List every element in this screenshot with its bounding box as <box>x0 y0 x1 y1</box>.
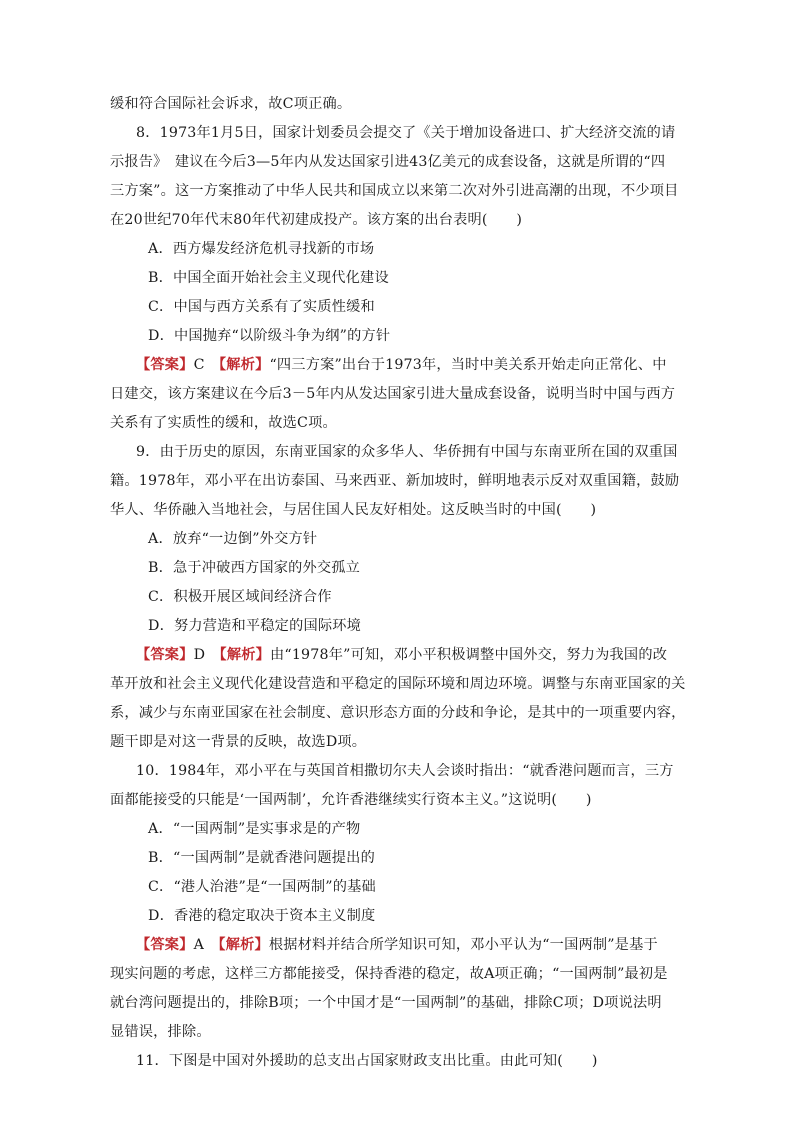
answer-value: D <box>193 647 206 663</box>
question-10-option-c: C．“港人治港”是“一国两制”的基础 <box>148 879 376 895</box>
analysis-tag: 【解析】 <box>219 357 270 373</box>
answer-tag: 【答案】 <box>136 647 194 663</box>
question-9-stem-line: 华人、华侨融入当地社会，与居住国人民友好相处。这反映当时的中国( ) <box>110 502 597 518</box>
question-8-option-d: D．中国抛弃“以阶级斗争为纲”的方针 <box>148 328 391 344</box>
question-10-option-d: D．香港的稳定取决于资本主义制度 <box>148 908 376 924</box>
question-8-analysis-line: 关系有了实质性的缓和，故选C项。 <box>110 415 337 431</box>
question-9-analysis-line: 革开放和社会主义现代化建设营造和平稳定的国际环境和周边环境。调整与东南亚国家的关 <box>110 676 686 692</box>
question-8-stem-line: 在20世纪70年代末80年代初建成投产。该方案的出台表明( ) <box>110 212 523 228</box>
question-10-option-a: A．“一国两制”是实事求是的产物 <box>148 821 361 837</box>
analysis-tag: 【解析】 <box>219 647 270 663</box>
question-8-analysis-line: 日建交，该方案建议在今后3－5年内从发达国家引进大量成套设备，说明当时中国与西方 <box>110 386 676 402</box>
question-10-stem-line: 面都能接受的只能是‘一国两制’，允许香港继续实行资本主义。”这说明( ) <box>110 792 592 808</box>
question-9-option-a: A．放弃“一边倒”外交方针 <box>148 531 318 547</box>
question-9-analysis-line: 题干即是对这一背景的反映，故选D项。 <box>110 734 367 750</box>
question-9-stem-line: 9．由于历史的原因，东南亚国家的众多华人、华侨拥有中国与东南亚所在国的双重国 <box>136 444 678 460</box>
question-10-option-b: B．“一国两制”是就香港问题提出的 <box>148 850 375 866</box>
question-9-option-c: C．积极开展区域间经济合作 <box>148 589 332 605</box>
question-9-option-d: D．努力营造和平稳定的国际环境 <box>148 618 362 634</box>
question-8-stem-line: 三方案”。这一方案推动了中华人民共和国成立以来第二次对外引进高潮的出现，不少项目 <box>110 183 679 199</box>
answer-value: A <box>193 937 205 953</box>
question-9-answer-line <box>136 645 716 665</box>
question-8-option-b: B．中国全面开始社会主义现代化建设 <box>148 270 389 286</box>
analysis-tag: 【解析】 <box>218 937 269 953</box>
intro-line: 缓和符合国际社会诉求，故C项正确。 <box>110 96 352 112</box>
question-10-analysis-line: 现实问题的考虑，这样三方都能接受，保持香港的稳定，故A项正确；“一国两制”最初是 <box>110 966 668 982</box>
question-11-stem-line: 11．下图是中国对外援助的总支出占国家财政支出比重。由此可知( ) <box>136 1053 598 1069</box>
question-8-stem-line: 8．1973年1月5日，国家计划委员会提交了《关于增加设备进口、扩大经济交流的请 <box>136 125 676 141</box>
question-9-option-b: B．急于冲破西方国家的外交孤立 <box>148 560 361 576</box>
answer-value: C <box>193 357 205 373</box>
question-10-analysis-line: 就台湾问题提出的，排除B项；一个中国才是“一国两制”的基础，排除C项；D项说法明 <box>110 995 662 1011</box>
analysis-text: 根据材料并结合所学知识可知，邓小平认为“一国两制”是基于 <box>268 937 658 953</box>
question-8-option-c: C．中国与西方关系有了实质性缓和 <box>148 299 375 315</box>
analysis-text: “四三方案”出台于1973年，当时中美关系开始走向正常化、中 <box>269 357 667 373</box>
question-10-analysis-line: 显错误，排除。 <box>110 1024 211 1040</box>
question-8-option-a: A．西方爆发经济危机寻找新的市场 <box>148 241 375 257</box>
answer-tag: 【答案】 <box>136 937 194 953</box>
answer-tag: 【答案】 <box>136 357 194 373</box>
question-8-stem-line: 示报告》 建议在今后3—5年内从发达国家引进43亿美元的成套设备，这就是所谓的“四 <box>110 154 666 170</box>
question-8-answer-line <box>136 355 716 375</box>
question-10-stem-line: 10．1984年，邓小平在与英国首相撒切尔夫人会谈时指出：“就香港问题而言，三方 <box>136 763 674 779</box>
analysis-text: 由“1978年”可知，邓小平积极调整中国外交，努力为我国的改 <box>269 647 668 663</box>
question-9-stem-line: 籍。1978年，邓小平在出访泰国、马来西亚、新加坡时，鲜明地表示反对双重国籍，鼓励 <box>110 473 680 489</box>
question-10-answer-line <box>136 935 716 955</box>
question-9-analysis-line: 系，减少与东南亚国家在社会制度、意识形态方面的分歧和争论，是其中的一项重要内容， <box>110 705 686 721</box>
